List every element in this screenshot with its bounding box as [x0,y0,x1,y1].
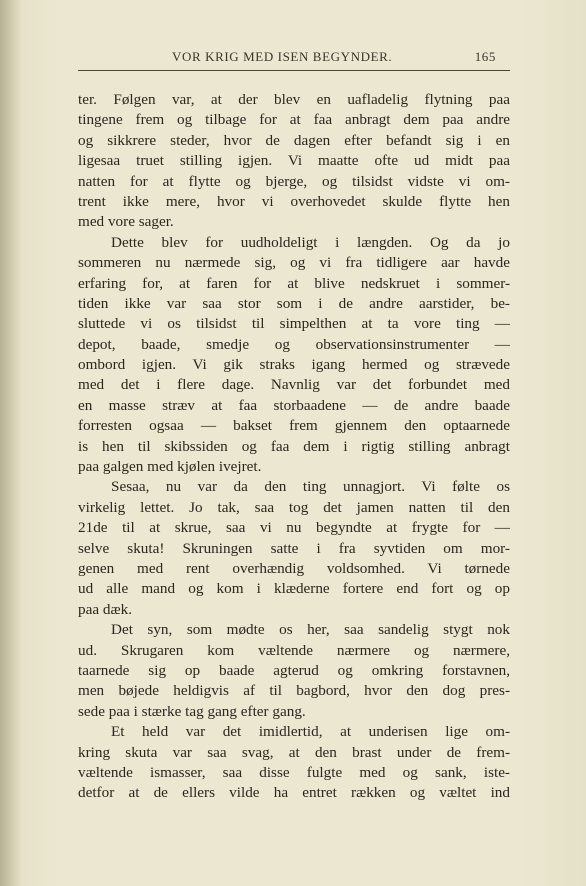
text-line: taarnede sig op baade agterud og omkring forstavnen, [78,661,510,679]
gutter-shadow [0,0,22,886]
text-line: 21de til at skrue, saa vi nu begyndte at frygte for — [78,519,510,537]
text-line: en masse stræv at faa storbaadene — de andre baade [78,396,510,414]
paragraph [78,620,510,722]
text-line: kring skuta var saa svag, at den brast under de frem- [78,743,510,761]
text-line: men bøjede heldigvis af til bagbord, hvor den dog pres- [78,682,510,700]
text-line: sluttede vi os tilsidst til simpelthen at ta vore ting — [78,315,510,333]
running-title: VOR KRIG MED ISEN BEGYNDER. [172,49,393,64]
paragraph [78,233,510,478]
paragraph [78,477,510,620]
text-line: paa dæk. [78,600,132,618]
text-line: paa galgen med kjølen ivejret. [78,458,262,476]
text-line: ombord igjen. Vi gik straks igang hermed og strævede [78,356,510,374]
text-line: is hen til skibssiden og faa dem i rigtig stilling anbragt [78,437,510,455]
page-number: 165 [474,49,496,64]
text-line: virkelig lettet. Jo tak, saa tog det jamen natten til den [78,498,510,516]
text-line: erfaring for, at faren for at blive nedskruet i sommer- [78,274,510,292]
header-rule [78,70,510,71]
text-line: natten for at flytte og bjerge, og tilsidst vidste vi om- [78,172,510,190]
text-line: Et held var det imidlertid, at underisen lige om- [111,723,510,741]
text-line: genen med rent overhændig voldsomhed. Vi tørnede [78,559,510,577]
text-line: tiden ikke var saa stor som i de andre aarstider, be- [78,294,510,312]
text-line: Dette blev for uudholdeligt i længden. Og da jo [111,233,510,251]
paragraph [78,722,510,804]
text-line: ud. Skrugaren kom væltende nærmere og nærmere, [78,641,510,659]
body-text [78,90,510,804]
paragraph [78,90,510,233]
text-line: selve skuta! Skruningen satte i fra syvtiden om mor- [78,539,510,557]
text-line: ud alle mand og kom i klæderne fortere end fort og op [78,580,510,598]
text-line: forresten ogsaa — bakset frem gjennem den optaarnede [78,417,510,435]
text-line: sede paa i stærke tag gang efter gang. [78,702,306,720]
text-line: væltende ismasser, saa disse fulgte med og sank, iste- [78,763,510,781]
text-line: ligesaa truet stilling igjen. Vi maatte ofte ud midt paa [78,152,510,170]
text-line: Sesaa, nu var da den ting unnagjort. Vi følte os [111,478,510,496]
running-header [78,47,510,67]
text-line: ter. Følgen var, at der blev en uafladelig flytning paa [78,91,510,108]
text-line: med det i flere dage. Navnlig var det forbundet med [78,376,510,394]
text-line: med vore sager. [78,213,174,231]
text-line: trent ikke mere, hvor vi overhovedet skulde flytte hen [78,192,510,210]
text-line: Det syn, som mødte os her, saa sandelig stygt nok [111,621,510,639]
text-line: og sikkrere steder, hvor de dagen efter befandt sig i en [78,131,510,149]
text-line: depot, baade, smedje og observationsinstrumenter — [78,335,510,353]
text-line: detfor at de ellers vilde ha entret rækken og væltet ind [78,784,510,802]
text-line: tingene frem og tilbage for at faa anbragt dem paa andre [78,111,510,129]
text-line: sommeren nu nærmede sig, og vi fra tidligere aar havde [78,254,510,272]
